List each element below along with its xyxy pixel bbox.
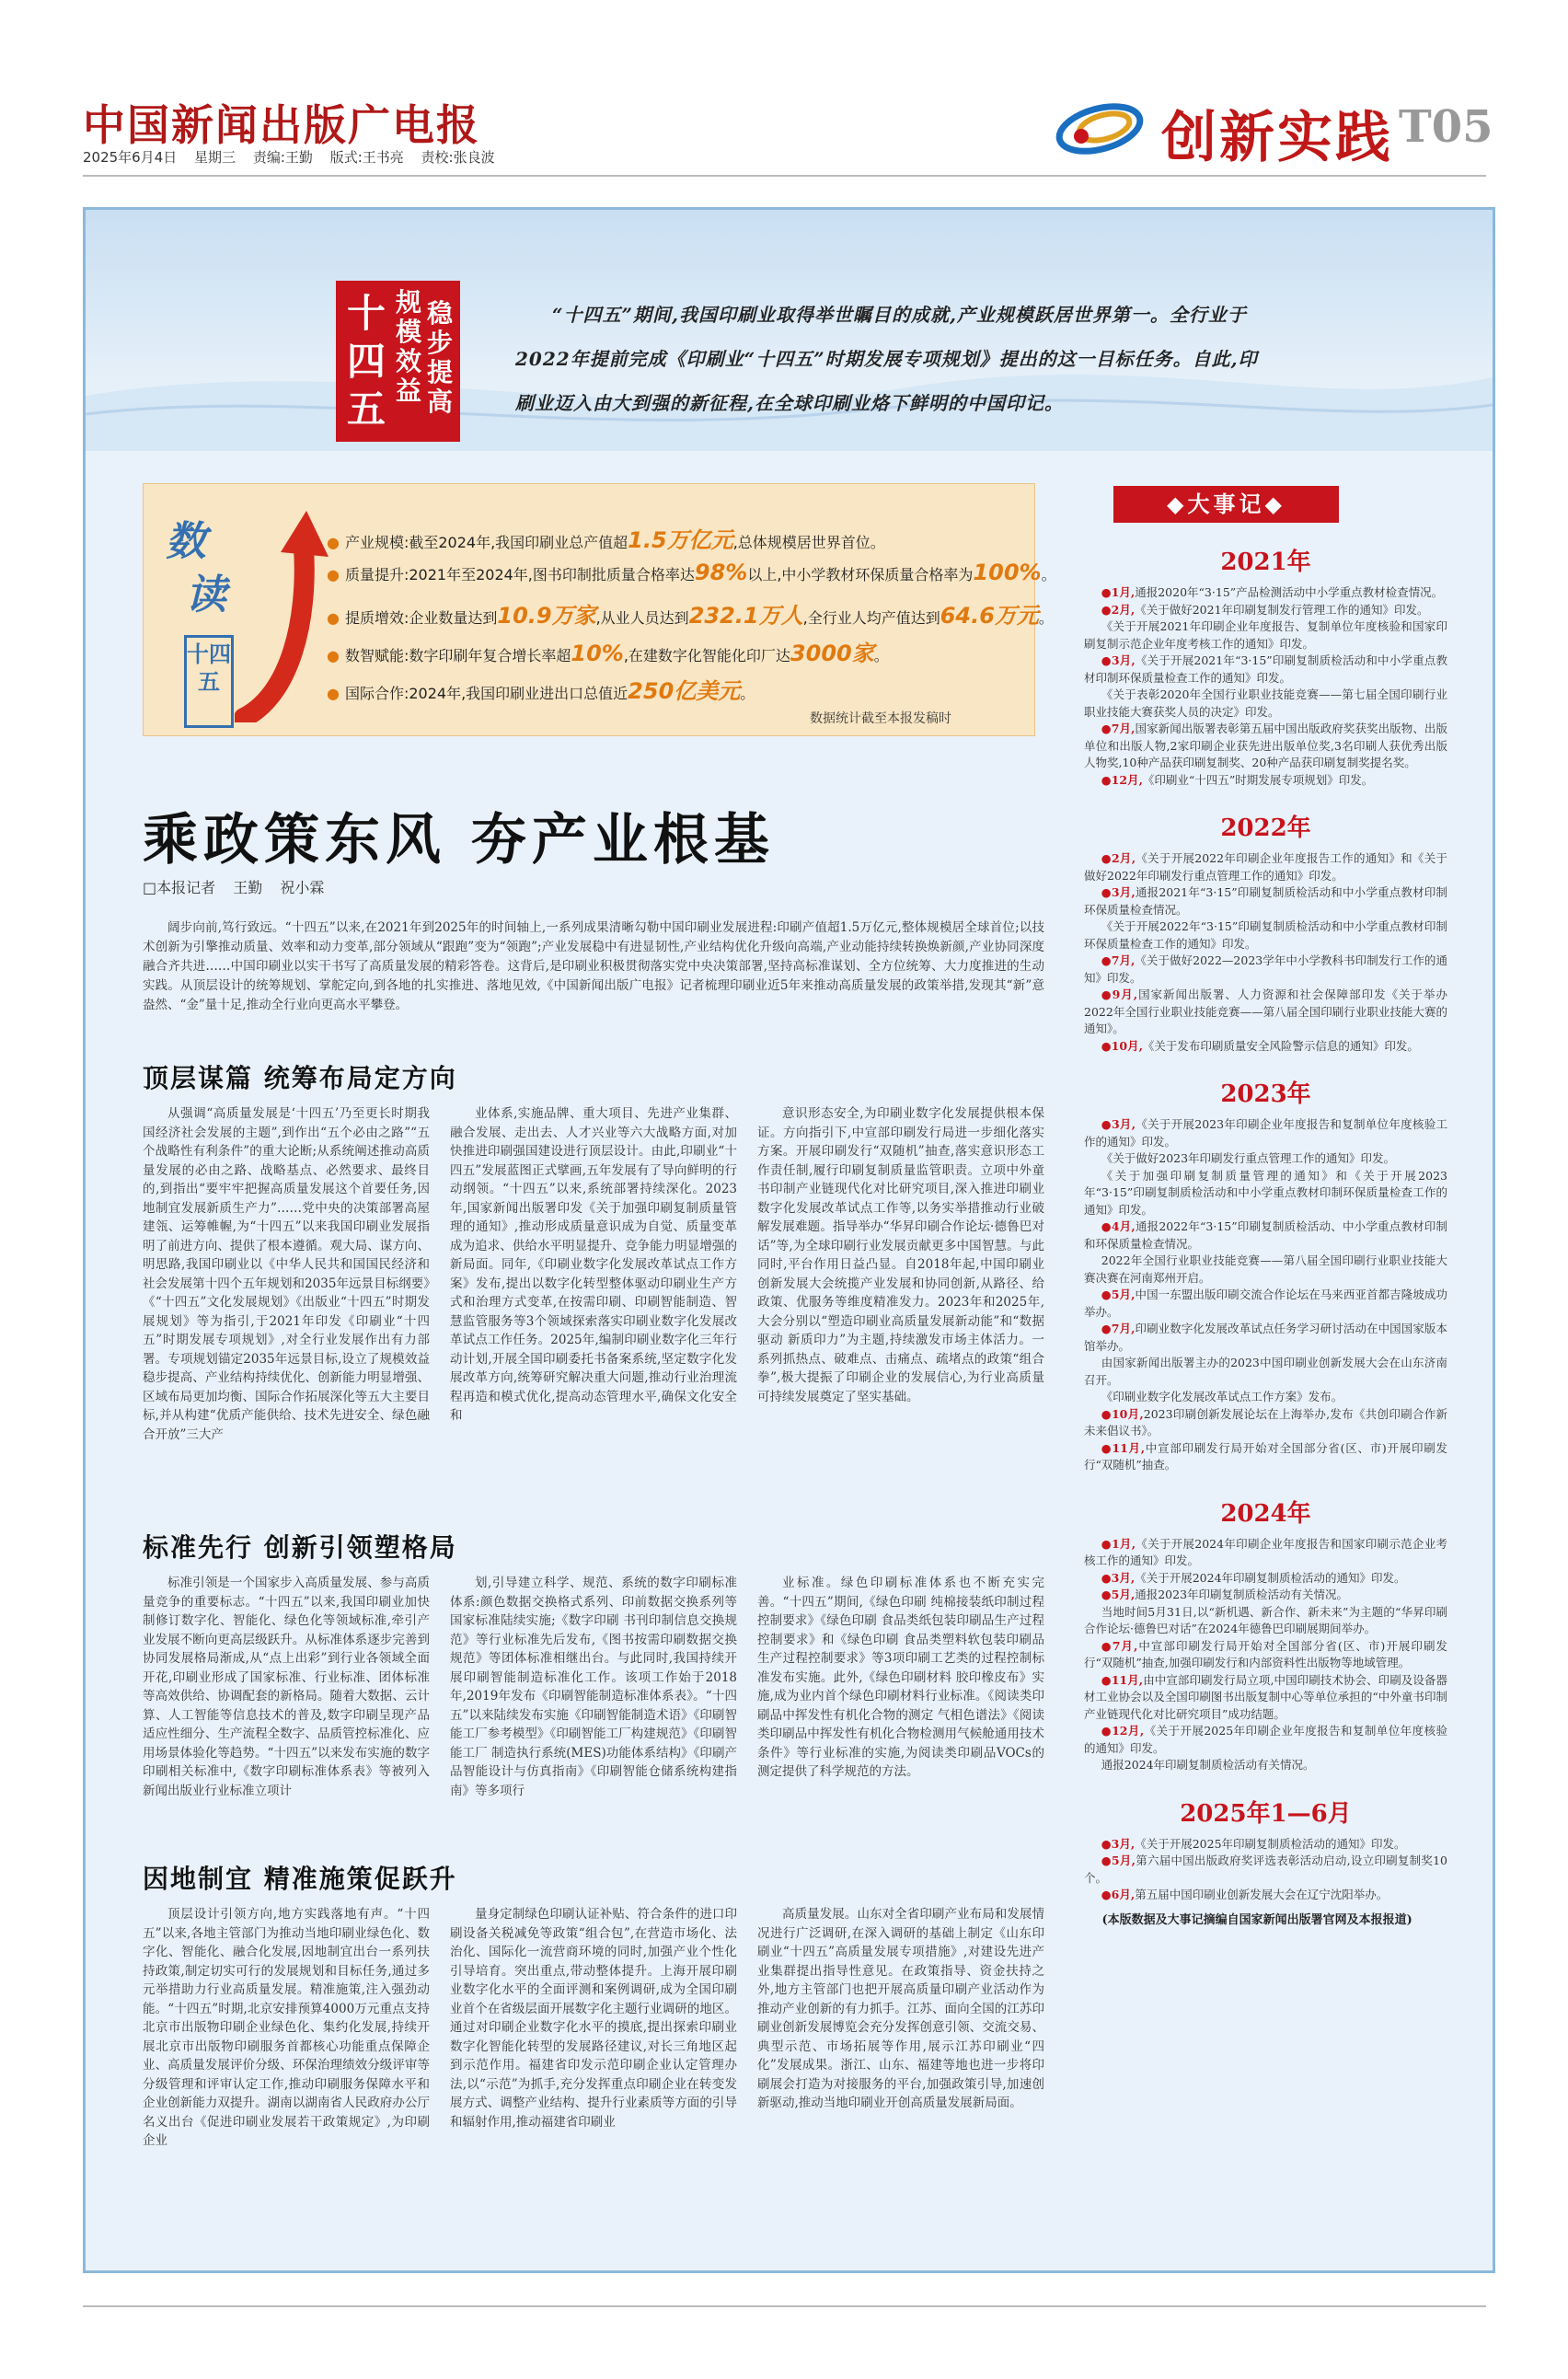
bullet-icon: ● (1101, 1406, 1112, 1421)
data-title-char-3: 十四五 (187, 641, 231, 695)
timeline-event (1084, 1536, 1447, 1570)
timeline-text: 《关于发布印刷质量安全风险警示信息的通知》印发。 (1142, 1038, 1419, 1053)
author-2: 祝小霖 (280, 879, 325, 896)
issue-date: 2025年6月4日 (83, 149, 178, 166)
data-highlight: 10.9万家 (497, 603, 596, 629)
bullet-icon: ● (1101, 885, 1112, 899)
badge-main-text: 十四五 (346, 291, 386, 432)
timeline-event (1084, 850, 1447, 884)
timeline-event (1084, 602, 1447, 619)
timeline-event (1084, 618, 1447, 652)
timeline-event (1084, 1638, 1447, 1672)
timeline-text: 《关于开展2023年印刷企业年度报告和复制单位年度核验工作的通知》印发。 (1084, 1117, 1447, 1149)
section-1-column-1 (143, 1104, 430, 1444)
timeline-text: 《关于开展2022年印刷企业年度报告工作的通知》和《关于做好2022年印刷发行重点管理工作的通知》印发。 (1084, 851, 1447, 883)
timeline-text: 《印刷业数字化发展改革试点工作方案》发布。 (1101, 1390, 1343, 1403)
timeline-month: 3月, (1111, 1570, 1136, 1585)
section-heading-3: 因地制宜 精准施策促跃升 (143, 1864, 457, 1894)
timeline-event (1084, 687, 1447, 721)
bullet-icon: ● (1101, 1440, 1113, 1455)
section-title: 创新实践 (1161, 106, 1393, 170)
timeline-event (1084, 1587, 1447, 1604)
timeline-text: 《关于开展2025年印刷复制质检活动的通知》印发。 (1135, 1836, 1406, 1851)
timeline-month: 4月, (1111, 1219, 1136, 1233)
section-body-1 (143, 1104, 1044, 1444)
section-3-column-3 (757, 1905, 1044, 2151)
bullet-icon: ● (1101, 1219, 1112, 1233)
paragraph: 业体系,实施品牌、重大项目、先进产业集群、融合发展、走出去、人才兴业等六大战略方面,对加快推进印刷强国建设进行顶层设计。由此,印刷业“十四五”发展蓝图正式擘画,五年发展有了导向鲜明的行动纲领。“十四五”以来,系统部署持续深化。2023年,国家新闻出版署印发《关于加强印刷复制质量管理的通知》,推动形成质量意识成为自觉、质量变革成为追求、供给水平明显提升、竞争能力明显增强的新局面。同年,《印刷业数字化发展改革试点工作方案》发布,提出以数字化转型整体驱动印刷业生产方式和治理方式变革,在按需印刷、印刷智能制造、智慧监管服务等3个领域探索落实印刷业数字化发展改革试点工作任务。2025年,编制印刷业数字化三年行动计划,开展全国印刷委托书备案系统,坚定数字化发展改革方向,统筹研究解决重大问题,推动行业治理流程再造和模式优化,提高动态管理水平,确保文化安全和 (450, 1106, 737, 1423)
bullet-icon: ● (1101, 772, 1112, 787)
bullet-icon: ● (1101, 1038, 1112, 1053)
bullet-icon: ● (1101, 1724, 1113, 1738)
proofreader: 责校:张良波 (421, 149, 495, 166)
timeline-event (1084, 1389, 1447, 1406)
section-2-column-2 (450, 1574, 737, 1800)
timeline-event (1084, 1038, 1447, 1056)
data-title-char-2: 读 (186, 572, 226, 618)
timeline-text: 《印刷业“十四五”时期发展专项规划》印发。 (1142, 772, 1374, 787)
timeline-text: 《关于做好2023年印刷发行重点管理工作的通知》印发。 (1101, 1151, 1396, 1165)
timeline-event (1084, 1355, 1447, 1389)
timeline-event (1084, 1723, 1447, 1757)
timeline-event (1084, 1253, 1447, 1287)
data-title-char-1: 数 (166, 518, 206, 565)
timeline-month: 7月, (1111, 722, 1136, 735)
timeline-month: 11月, (1111, 1672, 1144, 1687)
banner-intro: “十四五”期间,我国印刷业取得举世瞩目的成就,产业规模跃居世界第一。全行业于2022年提前完成《印刷业“十四五”时期发展专项规划》提出的这一目标任务。自此,印刷业迈入由大到强的新征程,在全球印刷业烙下鲜明的中国印记。 (515, 304, 1258, 414)
timeline-year: 2022年 (1220, 814, 1311, 842)
data-highlight: 100% (973, 560, 1042, 585)
data-text: 。 (1038, 609, 1054, 627)
growth-arrow-icon (235, 511, 336, 722)
timeline-month: 7月, (1111, 953, 1136, 967)
timeline-event (1084, 1218, 1447, 1253)
timeline-source: (本版数据及大事记摘编自国家新闻出版署官网及本报报道) (1101, 1912, 1412, 1927)
bullet-icon: ● (327, 566, 340, 583)
timeline-event (1084, 1168, 1447, 1219)
bullet-icon: ● (327, 685, 340, 702)
timeline-event (1084, 1887, 1447, 1904)
section-heading-2: 标准先行 创新引领塑格局 (143, 1532, 457, 1563)
timeline-text: 中宣部印刷发行局开始对全国部分省(区、市)开展印刷发行“双随机”抽查。 (1084, 1440, 1447, 1472)
bullet-icon: ● (327, 609, 340, 627)
data-text: 。 (740, 685, 755, 702)
timeline-month: 5月, (1111, 1288, 1136, 1301)
data-item (327, 597, 1054, 629)
timeline-text: 《关于做好2021年印刷复制发行管理工作的通知》印发。 (1135, 602, 1429, 617)
timeline-month: 7月, (1111, 1322, 1136, 1335)
timeline-sidebar (1084, 486, 1447, 1929)
timeline-text: 中国一东盟出版印刷交流合作论坛在马来西亚首都吉隆坡成功举办。 (1084, 1288, 1447, 1319)
data-text: ,在建数字化智能化印厂达 (623, 647, 790, 664)
section-2-column-1 (143, 1574, 430, 1800)
author-1: 王勤 (233, 879, 263, 896)
data-box-title (166, 515, 226, 622)
bullet-icon: ● (1101, 953, 1112, 967)
data-text: 产业规模:截至2024年,我国印刷业总产值超 (344, 534, 628, 551)
section-3-column-2 (450, 1905, 737, 2151)
badge-sub-text-2: 稳步提高 (426, 298, 453, 417)
timeline-text: 《关于开展2021年印刷企业年度报告、复制单位年度核验和国家印刷复制示范企业年度考核工作的通知》印发。 (1084, 619, 1447, 651)
timeline-month: 1月, (1111, 585, 1136, 599)
bullet-icon: ● (327, 534, 340, 551)
editor: 责编:王勤 (252, 149, 313, 166)
paragraph: 高质量发展。山东对全省印刷产业布局和发展情况进行广泛调研,在深入调研的基础上制定《山东印刷业“十四五”高质量发展专项措施》,对建设先进产业集群提出指导性意见。在政策指导、资金扶持之外,地方主管部门也把开展高质量印刷产业活动作为推动产业创新的有力抓手。江苏、面向全国的江苏印刷业创新发展博览会充分发挥创意引领、交流交易、典型示范、市场拓展等作用,展示江苏印刷业“四化”发展成果。浙江、山东、福建等地也进一步将印刷展会打造为对接服务的平台,加强政策引导,加速创新驱动,推动当地印刷业开创高质量发展新局面。 (757, 1907, 1044, 2110)
timeline-event (1084, 1672, 1447, 1724)
timeline-month: 11月, (1112, 1440, 1146, 1455)
data-text: ,从业人员达到 (595, 609, 689, 627)
byline-label: □本报记者 (143, 879, 216, 896)
paragraph: 意识形态安全,为印刷业数字化发展提供根本保证。方向指引下,中宣部印刷发行局进一步细化落实方案。开展印刷发行“双随机”抽查,落实意识形态工作责任制,履行印刷复制质量监管职责。立项中外童书印制产业链现代化对比研究项目,深入推进印刷业数字化发展改革试点工作等,以务实举措推动行业破解发展难题。指导举办“华昇印刷合作论坛·德鲁巴对话”等,为全球印刷行业发展贡献更多中国智慧。与此同时,平台作用日益凸显。自2018年起,中国印刷业创新发展大会统揽产业发展和协同创新,从路径、给政策、优服务等维度精准发力。2023年和2025年,大会分别以“塑造印刷业高质量发展新动能”和“数据驱动 新质印力”为主题,持续激发市场主体活力。一系列抓热点、破难点、击痛点、疏堵点的政策“组合拳”,极大提振了印刷企业的发展信心,为行业高质量可持续发展奠定了坚实基础。 (757, 1106, 1044, 1404)
bullet-icon: ● (1101, 1117, 1112, 1131)
timeline-event (1084, 652, 1447, 687)
paragraph: 量身定制绿色印刷认证补贴、符合条件的进口印刷设备关税减免等政策“组合包”,在营造市场化、法治化、国际化一流营商环境的同时,加强产业个性化引导培育。突出重点,带动整体提升。上海开展印刷业数字化水平的全面评测和案例调研,成为全国印刷业首个在省级层面开展数字化主题行业调研的地区。通过对印刷企业数字化水平的摸底,提出探索印刷业数字化智能化转型的发展路径建议,对长三角地区起到示范作用。福建省印发示范印刷企业认定管理办法,以“示范”为抓手,充分发挥重点印刷企业在转变发展方式、调整产业结构、提升行业素质等方面的引导和辐射作用,推动福建省印刷业 (450, 1907, 737, 2130)
data-highlight: 250亿美元 (628, 678, 741, 704)
timeline-title: ◆大事记◆ (1113, 486, 1339, 523)
timeline-month: 3月, (1111, 1117, 1136, 1131)
bullet-icon: ● (1101, 851, 1112, 865)
paragraph: 业标准。绿色印刷标准体系也不断充实完善。“十四五”期间,《绿色印刷 纯棉接装纸印制过程控制要求》《绿色印刷 食品类纸包装印刷品生产过程控制要求》和《绿色印刷 食品类塑料软包装印刷品生产过程控制要求》等3项印刷工艺类的过程控制标准发布实施。此外,《绿色印刷材料 胶印橡皮布》实施,成为业内首个绿色印刷材料行业标准。《阅读类印刷品中挥发性有机化合物的测定 气相色谱法》《阅读类印刷品中挥发性有机化合物检测用气候舱通用技术条件》等行业标准的实施,为阅读类印刷品VOCs的测定提供了科学规范的方法。 (757, 1576, 1044, 1779)
timeline-month: 5月, (1111, 1588, 1136, 1601)
data-text: 国际合作:2024年,我国印刷业进出口总值近 (344, 685, 628, 702)
timeline-event (1084, 987, 1447, 1038)
data-note: 数据统计截至本报发稿时 (810, 711, 951, 726)
data-item (327, 673, 755, 705)
timeline-text: 《关于表彰2020年全国行业职业技能竞赛——第七届全国印刷行业职业技能大赛获奖人员的决定》印发。 (1084, 687, 1447, 719)
timeline-text: 2023印刷创新发展论坛在上海举办,发布《共创印刷合作新未来倡议书》。 (1084, 1406, 1447, 1438)
bullet-icon: ● (1101, 1638, 1113, 1653)
timeline-month: 2月, (1111, 851, 1136, 865)
timeline-text: 《关于开展2022年“3·15”印刷复制质检活动和中小学重点教材印制环保质量检查工作的通知》印发。 (1084, 919, 1447, 951)
timeline-event (1084, 1853, 1447, 1887)
data-highlight: 232.1万人 (688, 603, 803, 629)
timeline-text: 第六届中国出版政府奖评选表彰活动启动,设立印刷复制奖10个。 (1084, 1854, 1447, 1885)
timeline-event (1084, 1570, 1447, 1588)
timeline-event (1084, 584, 1447, 602)
timeline-event (1084, 1836, 1447, 1854)
paragraph: 顶层设计引领方向,地方实践落地有声。“十四五”以来,各地主管部门为推动当地印刷业绿色化、数字化、智能化、融合化发展,因地制宜出台一系列扶持政策,制定切实可行的发展规划和目标任务,通过多元举措助力行业高质量发展。精准施策,注入强劲动能。“十四五”时期,北京安排预算4000万元重点支持北京市出版物印刷企业绿色化、集约化发展,持续开展北京市出版物印刷服务首都核心功能重点保障企业、高质量发展评价分级、环保治理绩效分级评审等分级管理和评审认定工作,推动印刷服务保障水平和企业创新能力双提升。湖南以湖南省人民政府办公厅名义出台《促进印刷业发展若干政策规定》,为印刷企业 (143, 1907, 430, 2148)
section-body-3 (143, 1905, 1044, 2151)
timeline-event (1084, 1287, 1447, 1321)
bullet-icon: ● (1101, 653, 1112, 667)
timeline-text: 《关于开展2024年印刷企业年度报告和国家印刷示范企业考核工作的通知》印发。 (1084, 1536, 1447, 1567)
paragraph: 划,引导建立科学、规范、系统的数字印刷标准体系:颜色数据交换格式系列、印前数据交换系列等国家标准陆续实施;《数字印刷 书刊印制信息交换规范》等行业标准先后发布,《图书按需印刷数据交换规范》等团体标准相继出台。与此同时,我国持续开展印刷智能制造标准化工作。该项工作始于2018年,2019年发布《印刷智能制造标准体系表》。“十四五”以来陆续发布实施《印刷智能制造术语》《印刷智能工厂参考模型》《印刷智能工厂构建规范》《印刷智能工厂 制造执行系统(MES)功能体系结构》《印刷产品智能设计与仿真指南》《印刷智能仓储系统构建指南》等多项行 (450, 1576, 737, 1798)
timeline-event (1084, 1406, 1447, 1440)
data-text: 提质增效:企业数量达到 (344, 609, 498, 627)
paragraph: 从强调“高质量发展是‘十四五’乃至更长时期我国经济社会发展的主题”,到作出“五个必由之路”“五个战略性有利条件”的重大论断;从系统阐述推动高质量发展的必由之路、战略基点、必然要求、最终目的,到指出“要牢牢把握高质量发展这个首要任务,因地制宜发展新质生产力”……党中央的决策部署高屋建瓴、运筹帷幄,为“十四五”以来我国印刷业发展指明了前进方向、提供了根本遵循。观大局、谋方向、明思路,我国印刷业以《中华人民共和国国民经济和社会发展第十四个五年规划和2035年远景目标纲要》《“十四五”文化发展规划》《出版业“十四五”时期发展规划》等为指引,于2021年印发《印刷业“十四五”时期发展专项规划》,对全行业发展作出有力部署。专项规划锚定2035年远景目标,设立了规模效益稳步提高、产业结构持续优化、创新能力明显增强、区域布局更加均衡、国际合作拓展深化等五大主要目标,并从构建“优质产能供给、技术先进安全、绿色融合开放”三大产 (143, 1106, 430, 1442)
timeline-year: 2021年 (1220, 549, 1311, 576)
timeline-month: 10月, (1111, 1406, 1144, 1421)
timeline-event (1084, 1440, 1447, 1474)
section-1-column-2 (450, 1104, 737, 1444)
data-title-box (184, 635, 234, 728)
section-heading-1: 顶层谋篇 统筹布局定方向 (143, 1063, 457, 1093)
timeline-month: 3月, (1111, 653, 1136, 667)
data-highlight: 98% (694, 560, 748, 585)
timeline-text: 印刷业数字化发展改革试点任务学习研讨活动在中国国家版本馆举办。 (1084, 1322, 1447, 1353)
timeline-event (1084, 1757, 1447, 1774)
timeline-text: 2022年全国行业职业技能竞赛——第八届全国印刷行业职业技能大赛决赛在河南郑州开启。 (1084, 1253, 1447, 1285)
data-highlight: 10% (571, 641, 624, 666)
data-item (327, 522, 885, 554)
timeline-event (1084, 884, 1447, 918)
byline (143, 876, 337, 897)
bullet-icon: ● (1101, 1288, 1112, 1301)
timeline-text: 通报2023年印刷复制质检活动有关情况。 (1135, 1588, 1349, 1601)
timeline-event (1084, 1150, 1447, 1168)
timeline-text: 通报2021年“3·15”印刷复制质检活动和中小学重点教材印制环保质量检查情况。 (1084, 885, 1447, 917)
bullet-icon: ● (1101, 1322, 1112, 1335)
timeline-text: 《关于加强印刷复制质量管理的通知》和《关于开展2023年“3·15”印刷复制质检活动和中小学重点教材印制环保质量检查工作的通知》印发。 (1084, 1168, 1447, 1217)
masthead: 中国新闻出版广电报 (83, 100, 480, 150)
timeline-text: 《关于开展2025年印刷企业年度报告和复制单位年度核验的通知》印发。 (1084, 1724, 1447, 1755)
article-headline: 乘政策东风 夯产业根基 (143, 808, 775, 872)
bullet-icon: ● (1101, 585, 1112, 599)
timeline-text: 由国家新闻出版署主办的2023中国印刷业创新发展大会在山东济南召开。 (1084, 1356, 1447, 1387)
timeline-text: 国家新闻出版署表彰第五届中国出版政府奖获奖出版物、出版单位和出版人物,2家印刷企业获先进出版单位奖,3名印刷人获优秀出版人物奖,10种产品获印刷复制奖、20种产品获印刷复制奖提名奖。 (1084, 722, 1447, 769)
timeline-year: 2023年 (1220, 1080, 1311, 1108)
paragraph: 标准引领是一个国家步入高质量发展、参与高质量竞争的重要标志。“十四五”以来,我国印刷业加快制修订数字化、智能化、绿色化等领域标准,牵引产业发展不断向更高层级跃升。从标准体系逐步完善到协同发展格局渐成,从“点上出彩”到行业各领域全面开花,印刷业形成了国家标准、行业标准、团体标准等高效供给、协调配套的新格局。随着大数据、云计算、人工智能等信息技术的普及,数字印刷呈现产品适应性细分、生产流程全数字、品质管控标准化、应用场景体验化等趋势。“十四五”以来发布实施的数字印刷相关标准中,《数字印刷标准体系表》等被列入新闻出版业行业标准立项计 (143, 1576, 430, 1798)
data-highlight: 3000家 (790, 641, 874, 666)
timeline-text: 《关于开展2021年“3·15”印刷复制质检活动和中小学重点教材印制环保质量检查工作的通知》印发。 (1084, 653, 1447, 685)
section-1-column-3 (757, 1104, 1044, 1444)
timeline-text: 中宣部印刷发行局开始对全国部分省(区、市)开展印刷发行“双随机”抽查,加强印刷发行和内部资料性出版物等地域管理。 (1084, 1638, 1447, 1669)
data-text: 。 (873, 647, 889, 664)
section-3-column-1 (143, 1905, 430, 2151)
issue-weekday: 星期三 (194, 149, 236, 166)
header-rule (83, 175, 1486, 177)
section-body-2 (143, 1574, 1044, 1800)
banner-badge (336, 281, 460, 442)
timeline-month: 10月, (1111, 1038, 1143, 1053)
timeline-month: 3月, (1111, 1836, 1136, 1851)
data-text: ,总体规模居世界首位。 (732, 534, 885, 551)
article-lead: 阔步向前,笃行致远。“十四五”以来,在2021年到2025年的时间轴上,一系列成果清晰勾勒中国印刷业发展进程:印刷产值超1.5万亿元,整体规模居全球首位;以技术创新为引擎推动质量、效率和动力变革,部分领域从“跟跑”变为“领跑”;产业发展稳中有进显韧性,产业结构优化升级向高端,产业动能持续转换焕新颜,产业协同深度融合齐共进……中国印刷业以实干书写了高质量发展的精彩答卷。这背后,是印刷业积极贯彻落实党中央决策部署,坚持高标准谋划、全方位统筹、大力度推进的生动实践。从顶层设计的统筹规划、掌舵定向,到各地的扎实推进、落地见效,《中国新闻出版广电报》记者梳理印刷业近5年来推动高质量发展的政策举措,发现其“新”意盎然、“金”量十足,推动全行业向更高水平攀登。 (143, 920, 1044, 1012)
timeline-event (1084, 1604, 1447, 1638)
bullet-icon: ● (327, 647, 340, 664)
data-item (327, 560, 1056, 585)
bullet-icon: ● (1101, 1854, 1112, 1867)
timeline-text: 国家新闻出版署、人力资源和社会保障部印发《关于举办2022年全国行业职业技能竞赛——第八届全国印刷行业职业技能大赛的通知》。 (1084, 987, 1447, 1035)
timeline-event (1084, 1321, 1447, 1355)
timeline-month: 6月, (1111, 1888, 1136, 1901)
timeline-event (1084, 1116, 1447, 1150)
bullet-icon: ● (1101, 1536, 1112, 1551)
bullet-icon: ● (1101, 987, 1113, 1001)
data-text: ,全行业人均产值达到 (802, 609, 940, 627)
footer-rule (83, 2305, 1486, 2307)
section-logo-icon (1049, 92, 1150, 161)
timeline-text: 由中宣部印刷发行局立项,中国印刷技术协会、印刷及设备器材工业协会以及全国印刷图书出版复制中心等单位承担的“中外童书印制产业链现代化对比研究项目”成功结题。 (1084, 1672, 1447, 1721)
timeline-text: 《关于开展2024年印刷复制质检活动的通知》印发。 (1135, 1570, 1406, 1585)
badge-sub-text-1: 规模效益 (395, 287, 421, 406)
timeline-month: 2月, (1111, 602, 1136, 617)
data-text: 以上,中小学教材环保质量合格率为 (747, 566, 974, 583)
timeline-year: 2025年1—6月 (1180, 1799, 1352, 1828)
page-number: T05 (1399, 101, 1493, 153)
timeline-year: 2024年 (1220, 1499, 1311, 1528)
timeline-text: 当地时间5月31日,以“新机遇、新合作、新未来”为主题的“华昇印刷合作论坛·德鲁巴对话”在2024年德鲁巴印刷展期间举办。 (1084, 1604, 1447, 1635)
timeline-month: 5月, (1111, 1854, 1136, 1867)
bullet-icon: ● (1101, 1672, 1112, 1687)
bullet-icon: ● (1101, 1888, 1112, 1901)
timeline-event (1084, 721, 1447, 772)
data-text: 。 (1041, 566, 1056, 583)
timeline-month: 3月, (1111, 885, 1136, 899)
data-text: 数智赋能:数字印刷年复合增长率超 (344, 647, 571, 664)
issue-meta (83, 147, 508, 167)
timeline-month: 9月, (1112, 987, 1138, 1001)
bullet-icon: ● (1101, 722, 1112, 735)
timeline-month: 7月, (1112, 1638, 1138, 1653)
data-highlight: 1.5万亿元 (628, 527, 733, 553)
timeline-event (1084, 772, 1447, 790)
data-highlight: 64.6万元 (940, 603, 1039, 629)
bullet-icon: ● (1101, 1570, 1112, 1585)
timeline-text: 《关于做好2022—2023学年中小学教科书印制发行工作的通知》印发。 (1084, 953, 1447, 985)
layout-editor: 版式:王书亮 (329, 149, 404, 166)
section-2-column-3 (757, 1574, 1044, 1800)
timeline-month: 12月, (1112, 1724, 1145, 1738)
timeline-text: 通报2020年“3·15”产品检测活动中小学重点教材检查情况。 (1135, 585, 1444, 599)
bullet-icon: ● (1101, 1588, 1112, 1601)
data-text: 质量提升:2021年至2024年,图书印制批质量合格率达 (344, 566, 695, 583)
timeline-month: 12月, (1111, 772, 1143, 787)
timeline-text: 通报2024年印刷复制质检活动有关情况。 (1101, 1758, 1315, 1772)
bullet-icon: ● (1101, 602, 1112, 617)
timeline-text: 通报2022年“3·15”印刷复制质检活动、中小学重点教材印制和环保质量检查情况。 (1084, 1219, 1447, 1251)
timeline-month: 1月, (1111, 1536, 1136, 1551)
timeline-text: 第五届中国印刷业创新发展大会在辽宁沈阳举办。 (1135, 1888, 1389, 1901)
bullet-icon: ● (1101, 1836, 1112, 1851)
timeline-event (1084, 953, 1447, 987)
timeline-event (1084, 918, 1447, 953)
data-item (327, 635, 889, 667)
